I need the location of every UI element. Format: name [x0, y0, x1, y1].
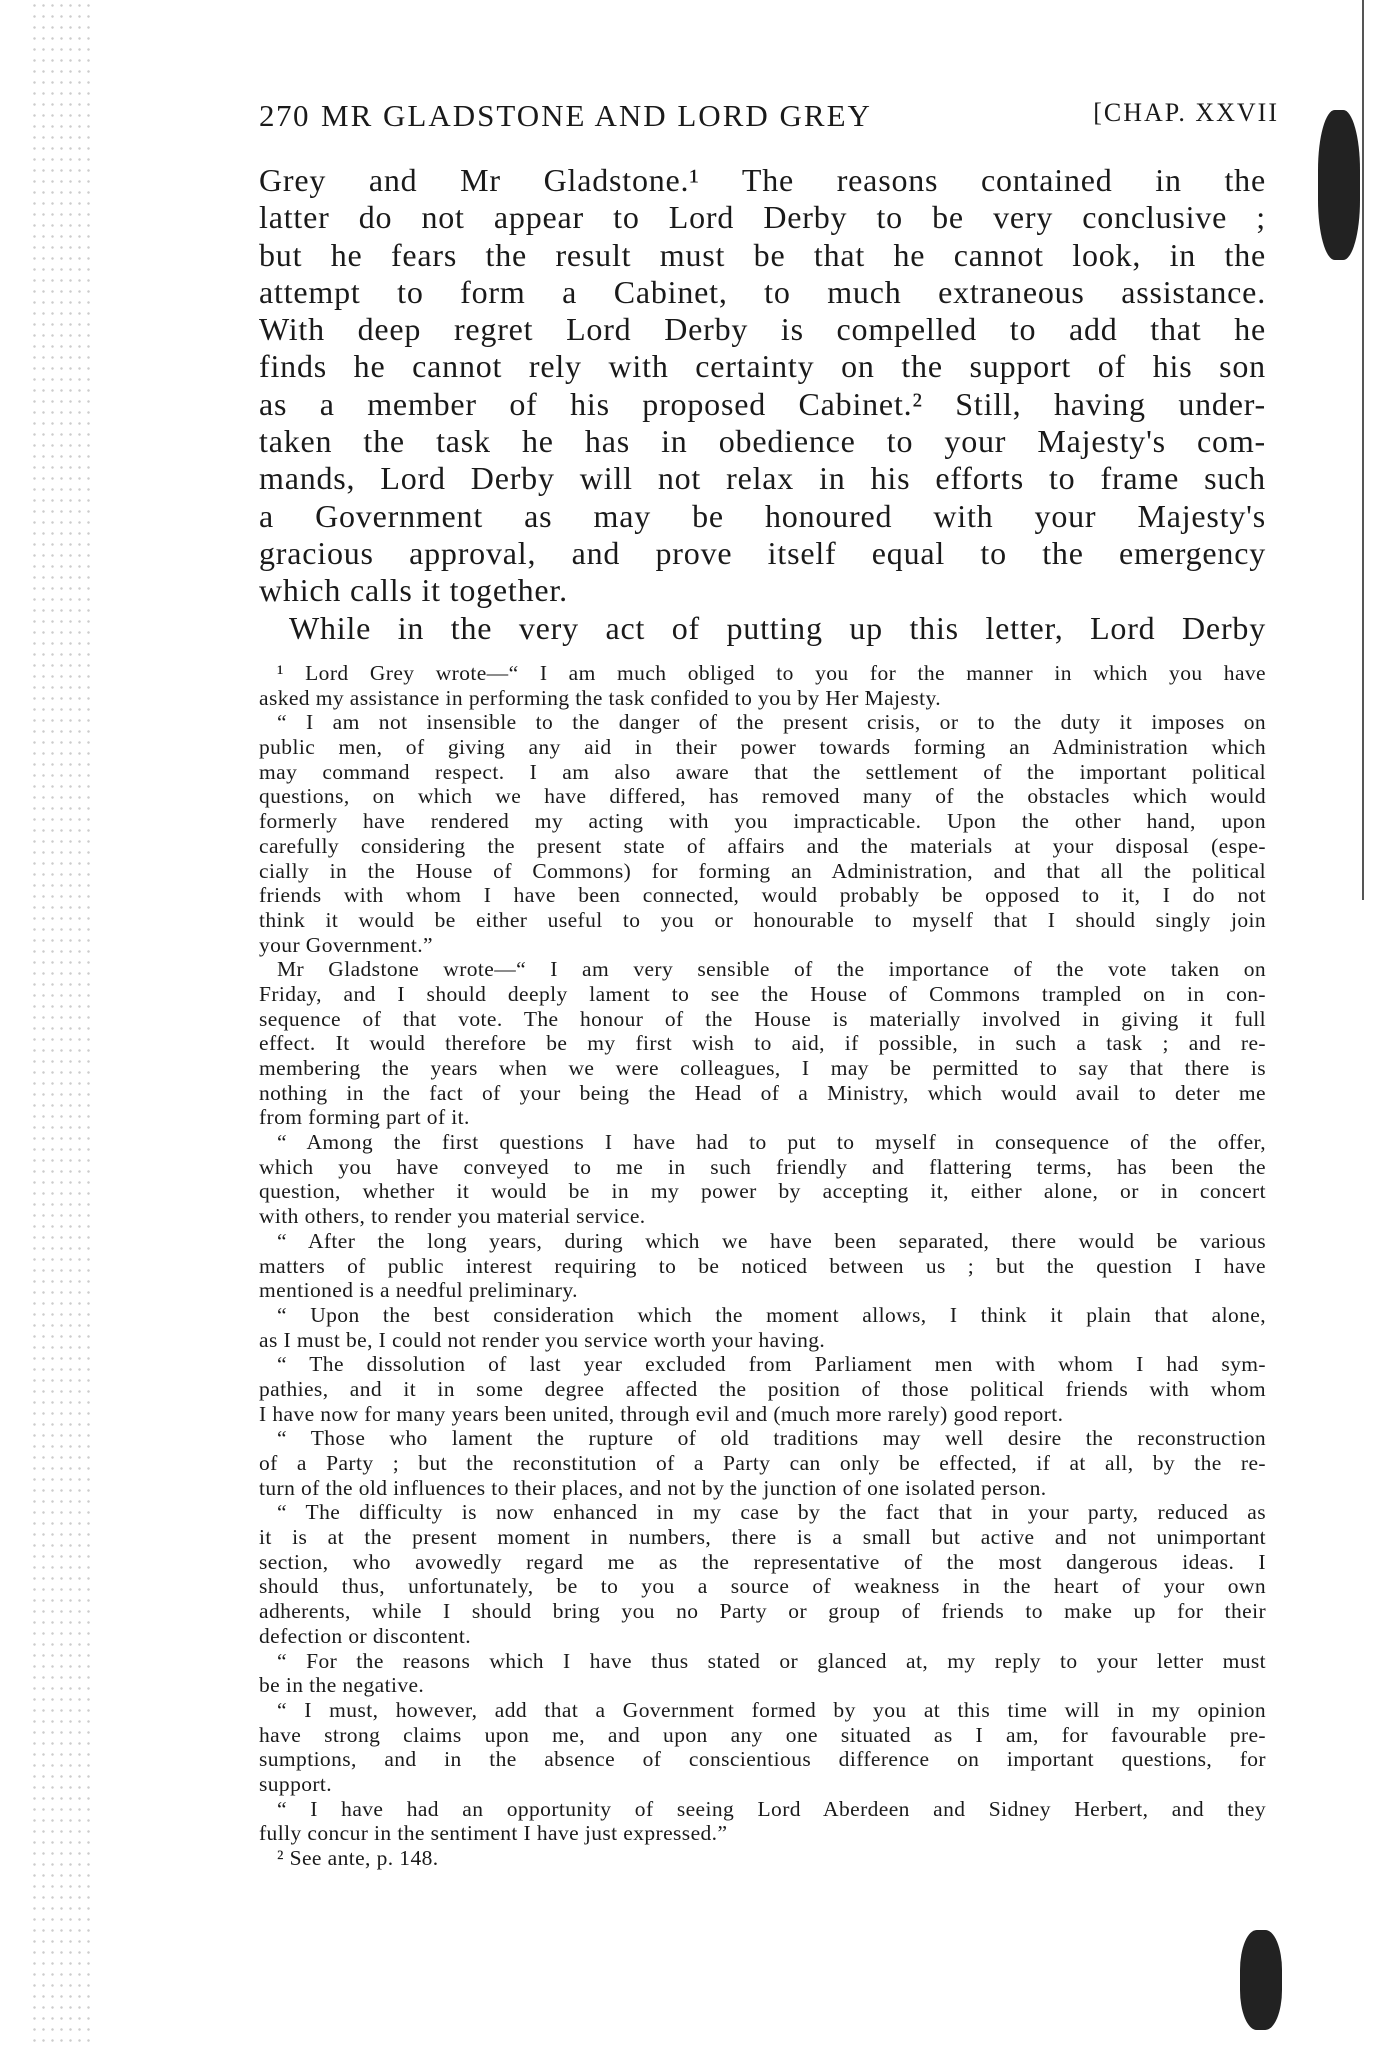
footnote-line: “ Among the first questions I have had to put to myself in consequence of the offer, [277, 1130, 1266, 1155]
footnote-line: “ After the long years, during which we have been separated, there would be various [277, 1228, 1266, 1253]
footnote-line: from forming part of it. [259, 1105, 470, 1130]
footnote-line: it is at the present moment in numbers, there is a small but active and not unimportant [259, 1525, 1266, 1550]
footnote-line: as I must be, I could not render you service worth your having. [259, 1327, 826, 1352]
footnote-line: support. [259, 1771, 333, 1796]
footnote-paragraph [259, 1649, 1266, 1698]
scan-blot-bottom [1240, 1930, 1282, 2030]
footnote-line: be in the negative. [259, 1673, 425, 1698]
footnote-line: question, whether it would be in my power by accepting it, either alone, or in concert [259, 1179, 1266, 1204]
footnote-paragraph [259, 710, 1266, 957]
body-line: attempt to form a Cabinet, to much extraneous assistance. [259, 273, 1266, 310]
footnote-line: should thus, unfortunately, be to you a source of weakness in the heart of your own [259, 1574, 1266, 1599]
body-paragraph [259, 162, 1266, 610]
footnote-line: with others, to render you material service. [259, 1204, 646, 1229]
scan-blot-top [1318, 110, 1360, 260]
body-line: finds he cannot rely with certainty on the support of his son [259, 348, 1266, 385]
footnote-line: fully concur in the sentiment I have just expressed.” [259, 1821, 728, 1846]
footnote-paragraph [259, 661, 1266, 710]
footnote-line: ¹ Lord Grey wrote—“ I am much obliged to you for the manner in which you have [277, 661, 1266, 685]
footnote-paragraph [259, 1130, 1266, 1229]
page-number: 270 [259, 98, 310, 133]
footnote-paragraph [259, 1352, 1266, 1426]
footnote-line: which you have conveyed to me in such friendly and flattering terms, has been the [259, 1154, 1266, 1179]
footnote-line: “ The dissolution of last year excluded from Parliament men with whom I had sym- [277, 1352, 1266, 1377]
footnote-line: mentioned is a needful preliminary. [259, 1278, 578, 1303]
footnote-line: “ Upon the best consideration which the moment allows, I think it plain that alone, [277, 1302, 1266, 1327]
footnote-line: “ I am not insensible to the danger of the present crisis, or to the duty it imposes on [277, 710, 1266, 735]
scan-edge-line [1362, 0, 1364, 900]
footnote-line: pathies, and it in some degree affected the position of those political friends with whom [259, 1376, 1266, 1401]
footnote-paragraph [259, 1303, 1266, 1352]
footnote-line: “ The difficulty is now enhanced in my case by the fact that in your party, reduced as [277, 1500, 1266, 1525]
chapter-label: [CHAP. XXVII [1093, 98, 1279, 127]
footnote-line: I have now for many years been united, through evil and (much more rarely) good report. [259, 1401, 1064, 1426]
body-line: gracious approval, and prove itself equal to the emergency [259, 534, 1266, 571]
footnote-paragraph [259, 1797, 1266, 1846]
footnote-paragraph [259, 1500, 1266, 1648]
body-line: a Government as may be honoured with your Majesty's [259, 497, 1266, 534]
footnote-line: “ I must, however, add that a Government formed by you at this time will in my opinion [277, 1697, 1266, 1722]
footnote-line: sumptions, and in the absence of conscientious difference on important questions, for [259, 1747, 1266, 1772]
running-header [259, 98, 1279, 138]
body-line: as a member of his proposed Cabinet.² Still, having under- [259, 385, 1266, 422]
footnote-line: asked my assistance in performing the task confided to you by Her Majesty. [259, 685, 942, 710]
footnote-paragraph [259, 957, 1266, 1130]
body-line: which calls it together. [259, 572, 568, 609]
footnote-line: public men, of giving any aid in their power towards forming an Administration which [259, 735, 1266, 760]
body-line: mands, Lord Derby will not relax in his efforts to frame such [259, 460, 1266, 497]
body-line: latter do not appear to Lord Derby to be very conclusive ; [259, 199, 1266, 236]
footnote-paragraph [259, 1846, 1266, 1871]
footnote-line: Friday, and I should deeply lament to see the House of Commons trampled on in con- [259, 981, 1266, 1006]
footnote-line: friends with whom I have been connected, would probably be opposed to it, I do not [259, 883, 1266, 908]
body-line: but he fears the result must be that he cannot look, in the [259, 236, 1266, 273]
body-line: Grey and Mr Gladstone.¹ The reasons contained in the [259, 162, 1266, 198]
footnote-paragraph [259, 1698, 1266, 1797]
body-paragraph [259, 610, 1266, 647]
footnote-line: may command respect. I am also aware that the settlement of the important political [259, 759, 1266, 784]
footnote-line: adherents, while I should bring you no Party or group of friends to make up for their [259, 1599, 1266, 1624]
footnotes [259, 661, 1266, 1871]
footnote-line: membering the years when we were colleagues, I may be permitted to say that there is [259, 1056, 1266, 1080]
footnote-line: cially in the House of Commons) for forming an Administration, and that all the political [259, 858, 1266, 883]
footnote-paragraph [259, 1426, 1266, 1500]
footnote-line: ² See ante, p. 148. [277, 1846, 439, 1870]
footnote-line: defection or discontent. [259, 1623, 471, 1648]
footnote-line: have strong claims upon me, and upon any one situated as I am, for favourable pre- [259, 1722, 1266, 1747]
body-line: While in the very act of putting up this letter, Lord Derby [289, 609, 1266, 646]
footnote-line: matters of public interest requiring to be noticed between us ; but the question I have [259, 1253, 1266, 1278]
footnote-line: section, who avowedly regard me as the representative of the most dangerous ideas. I [259, 1549, 1266, 1574]
scan-noise-left [30, 0, 90, 2046]
body-line: With deep regret Lord Derby is compelled to add that he [259, 311, 1266, 348]
footnote-line: think it would be either useful to you or honourable to myself that I should singly join [259, 907, 1266, 932]
footnote-paragraph [259, 1229, 1266, 1303]
footnote-line: your Government.” [259, 932, 433, 957]
footnote-line: formerly have rendered my acting with you impracticable. Upon the other hand, upon [259, 809, 1266, 834]
footnote-line: Mr Gladstone wrote—“ I am very sensible of the importance of the vote taken on [277, 957, 1266, 982]
footnote-line: carefully considering the present state of affairs and the materials at your disposal (espe- [259, 833, 1266, 858]
running-title: MR GLADSTONE AND LORD GREY [321, 98, 872, 133]
footnote-line: “ For the reasons which I have thus stated or glanced at, my reply to your letter must [277, 1648, 1266, 1673]
body-line: taken the task he has in obedience to your Majesty's com- [259, 423, 1266, 460]
footnote-line: turn of the old influences to their places, and not by the junction of one isolated person. [259, 1475, 1047, 1500]
footnote-line: “ Those who lament the rupture of old traditions may well desire the reconstruction [277, 1426, 1266, 1451]
footnote-line: questions, on which we have differed, has removed many of the obstacles which would [259, 784, 1266, 809]
footnote-line: sequence of that vote. The honour of the House is materially involved in giving it full [259, 1006, 1266, 1031]
footnote-line: effect. It would therefore be my first wish to aid, if possible, in such a task ; and re- [259, 1031, 1266, 1056]
footnote-line: of a Party ; but the reconstitution of a Party can only be effected, if at all, by the re- [259, 1451, 1266, 1475]
body-text [259, 162, 1266, 647]
footnote-line: nothing in the fact of your being the Head of a Ministry, which would avail to deter me [259, 1080, 1266, 1105]
footnote-line: “ I have had an opportunity of seeing Lord Aberdeen and Sidney Herbert, and they [277, 1796, 1266, 1821]
